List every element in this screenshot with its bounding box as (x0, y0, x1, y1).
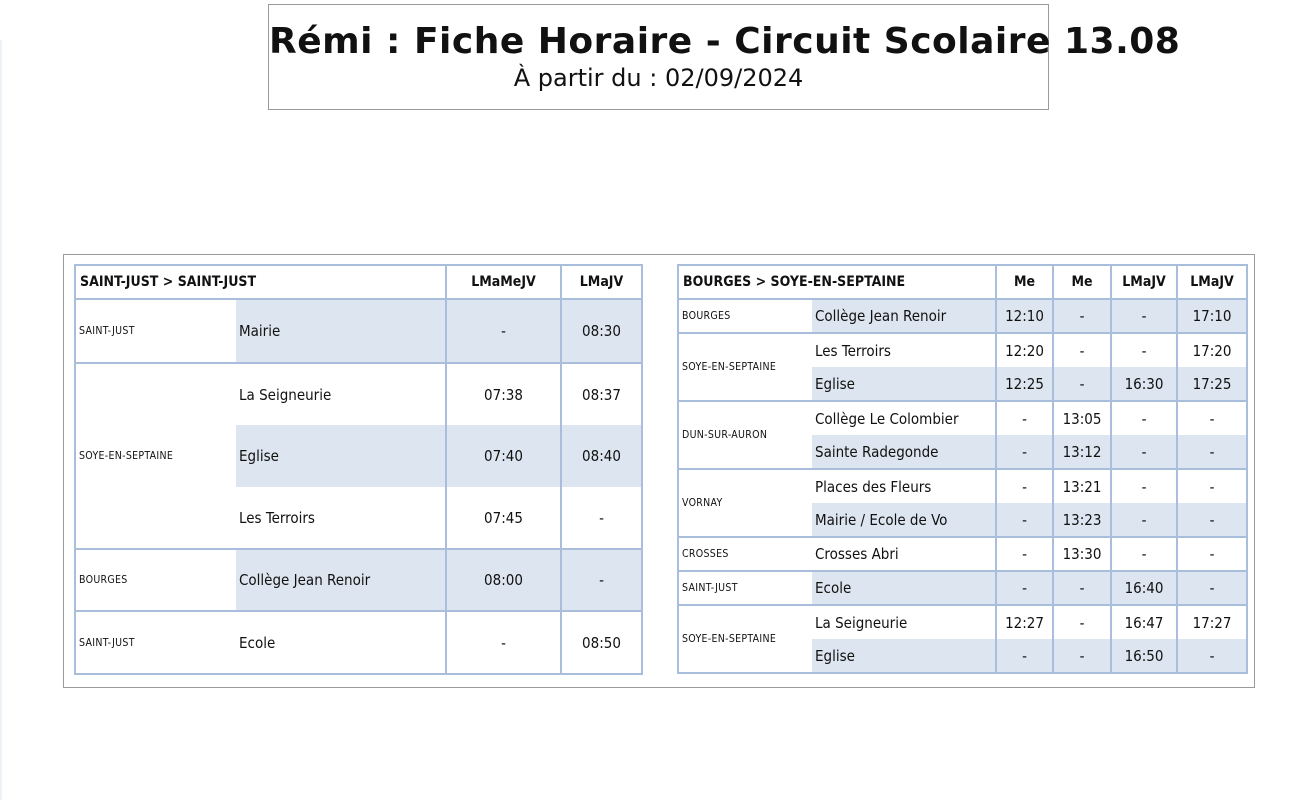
city-label: VORNAY (678, 469, 812, 537)
column-header: Me (1053, 265, 1111, 299)
departure-time: - (996, 401, 1053, 435)
departure-time: 12:27 (996, 605, 1053, 639)
table-row (678, 469, 1247, 503)
departure-time: - (1177, 435, 1247, 469)
stop-name: Ecole (236, 611, 446, 674)
departure-time: - (996, 537, 1053, 571)
table-row (678, 605, 1247, 639)
departure-time: 13:05 (1053, 401, 1111, 435)
timetable-body (75, 299, 642, 674)
city-label: CROSSES (678, 537, 812, 571)
departure-time: 17:10 (1177, 299, 1247, 333)
departure-time: 16:50 (1111, 639, 1177, 673)
city-label: SAINT-JUST (75, 611, 236, 674)
table-row (75, 299, 642, 363)
stop-name: Ecole (812, 571, 996, 605)
departure-time: - (1053, 299, 1111, 333)
departure-time: 13:21 (1053, 469, 1111, 503)
table-row (678, 537, 1247, 571)
departure-time: 08:50 (561, 611, 642, 674)
page-subtitle: À partir du : 02/09/2024 (513, 64, 804, 92)
departure-time: - (1177, 537, 1247, 571)
departure-time: - (1111, 537, 1177, 571)
table-row (678, 401, 1247, 435)
departure-time: - (996, 435, 1053, 469)
city-label: BOURGES (75, 549, 236, 611)
table-row (678, 571, 1247, 605)
table-row (75, 611, 642, 674)
table-row (678, 333, 1247, 367)
departure-time: - (1111, 469, 1177, 503)
departure-time: 12:20 (996, 333, 1053, 367)
stop-name: Mairie (236, 299, 446, 363)
departure-time: 07:40 (446, 425, 561, 487)
city-label: SOYE-EN-SEPTAINE (678, 333, 812, 401)
route-name: BOURGES > SOYE-EN-SEPTAINE (678, 265, 996, 299)
departure-time: - (446, 299, 561, 363)
departure-time: 12:25 (996, 367, 1053, 401)
departure-time: 17:20 (1177, 333, 1247, 367)
departure-time: - (996, 469, 1053, 503)
departure-time: 08:00 (446, 549, 561, 611)
departure-time: 16:30 (1111, 367, 1177, 401)
stop-name: Collège Jean Renoir (236, 549, 446, 611)
departure-time: - (996, 503, 1053, 537)
timetable-saint-just (74, 264, 643, 675)
departure-time: 16:40 (1111, 571, 1177, 605)
page-title: Rémi : Fiche Horaire - Circuit Scolaire 13.08 (269, 21, 1181, 62)
departure-time: 08:37 (561, 363, 642, 425)
title-box (268, 4, 1181, 110)
stop-name: Collège Jean Renoir (812, 299, 996, 333)
city-label: SOYE-EN-SEPTAINE (678, 605, 812, 673)
city-label: DUN-SUR-AURON (678, 401, 812, 469)
departure-time: 07:38 (446, 363, 561, 425)
departure-time: - (1053, 333, 1111, 367)
departure-time: - (561, 487, 642, 549)
timetable-header-row (678, 265, 1247, 299)
departure-time: 12:10 (996, 299, 1053, 333)
column-header: Me (996, 265, 1053, 299)
stop-name: Eglise (236, 425, 446, 487)
column-header: LMaJV (1177, 265, 1247, 299)
departure-time: - (1053, 605, 1111, 639)
timetable-bourges (677, 264, 1248, 674)
departure-time: - (1177, 639, 1247, 673)
departure-time: - (1177, 469, 1247, 503)
stop-name: Crosses Abri (812, 537, 996, 571)
city-label: SAINT-JUST (678, 571, 812, 605)
stop-name: Les Terroirs (236, 487, 446, 549)
stop-name: La Seigneurie (239, 385, 332, 404)
departure-time: - (1177, 401, 1247, 435)
departure-time: 13:12 (1053, 435, 1111, 469)
column-header: LMaJV (1111, 265, 1177, 299)
city-label: SAINT-JUST (75, 299, 236, 363)
departure-time: - (1111, 435, 1177, 469)
departure-time: - (1053, 639, 1111, 673)
departure-time: - (996, 639, 1053, 673)
city-label: SOYE-EN-SEPTAINE (75, 363, 236, 549)
stop-name: Les Terroirs (815, 341, 891, 360)
departure-time: 08:30 (561, 299, 642, 363)
departure-time: - (1111, 333, 1177, 367)
stop-name: Places des Fleurs (815, 477, 932, 496)
departure-time: - (996, 571, 1053, 605)
table-row (75, 549, 642, 611)
route-name: SAINT-JUST > SAINT-JUST (75, 265, 446, 299)
departure-time: 17:25 (1177, 367, 1247, 401)
table-row (75, 363, 642, 425)
departure-time: - (1111, 503, 1177, 537)
departure-time: - (1177, 571, 1247, 605)
stop-name: Mairie / Ecole de Vo (812, 503, 996, 537)
stop-name: Eglise (812, 367, 996, 401)
column-header: LMaJV (561, 265, 642, 299)
departure-time: - (1111, 401, 1177, 435)
timetable-body (678, 299, 1247, 673)
stop-name: Sainte Radegonde (812, 435, 996, 469)
departure-time: 13:23 (1053, 503, 1111, 537)
left-edge-line (0, 40, 2, 800)
table-row (678, 299, 1247, 333)
stop-name: Collège Le Colombier (815, 409, 959, 428)
departure-time: 16:47 (1111, 605, 1177, 639)
departure-time: 08:40 (561, 425, 642, 487)
departure-time: - (1053, 367, 1111, 401)
departure-time: - (1111, 299, 1177, 333)
departure-time: 13:30 (1053, 537, 1111, 571)
stop-name: La Seigneurie (815, 613, 908, 632)
city-label: BOURGES (678, 299, 812, 333)
departure-time: - (561, 549, 642, 611)
stop-name: Eglise (812, 639, 996, 673)
departure-time: - (1177, 503, 1247, 537)
departure-time: 07:45 (446, 487, 561, 549)
timetable-header-row (75, 265, 642, 299)
column-header: LMaMeJV (446, 265, 561, 299)
departure-time: - (1053, 571, 1111, 605)
departure-time: 17:27 (1177, 605, 1247, 639)
departure-time: - (446, 611, 561, 674)
